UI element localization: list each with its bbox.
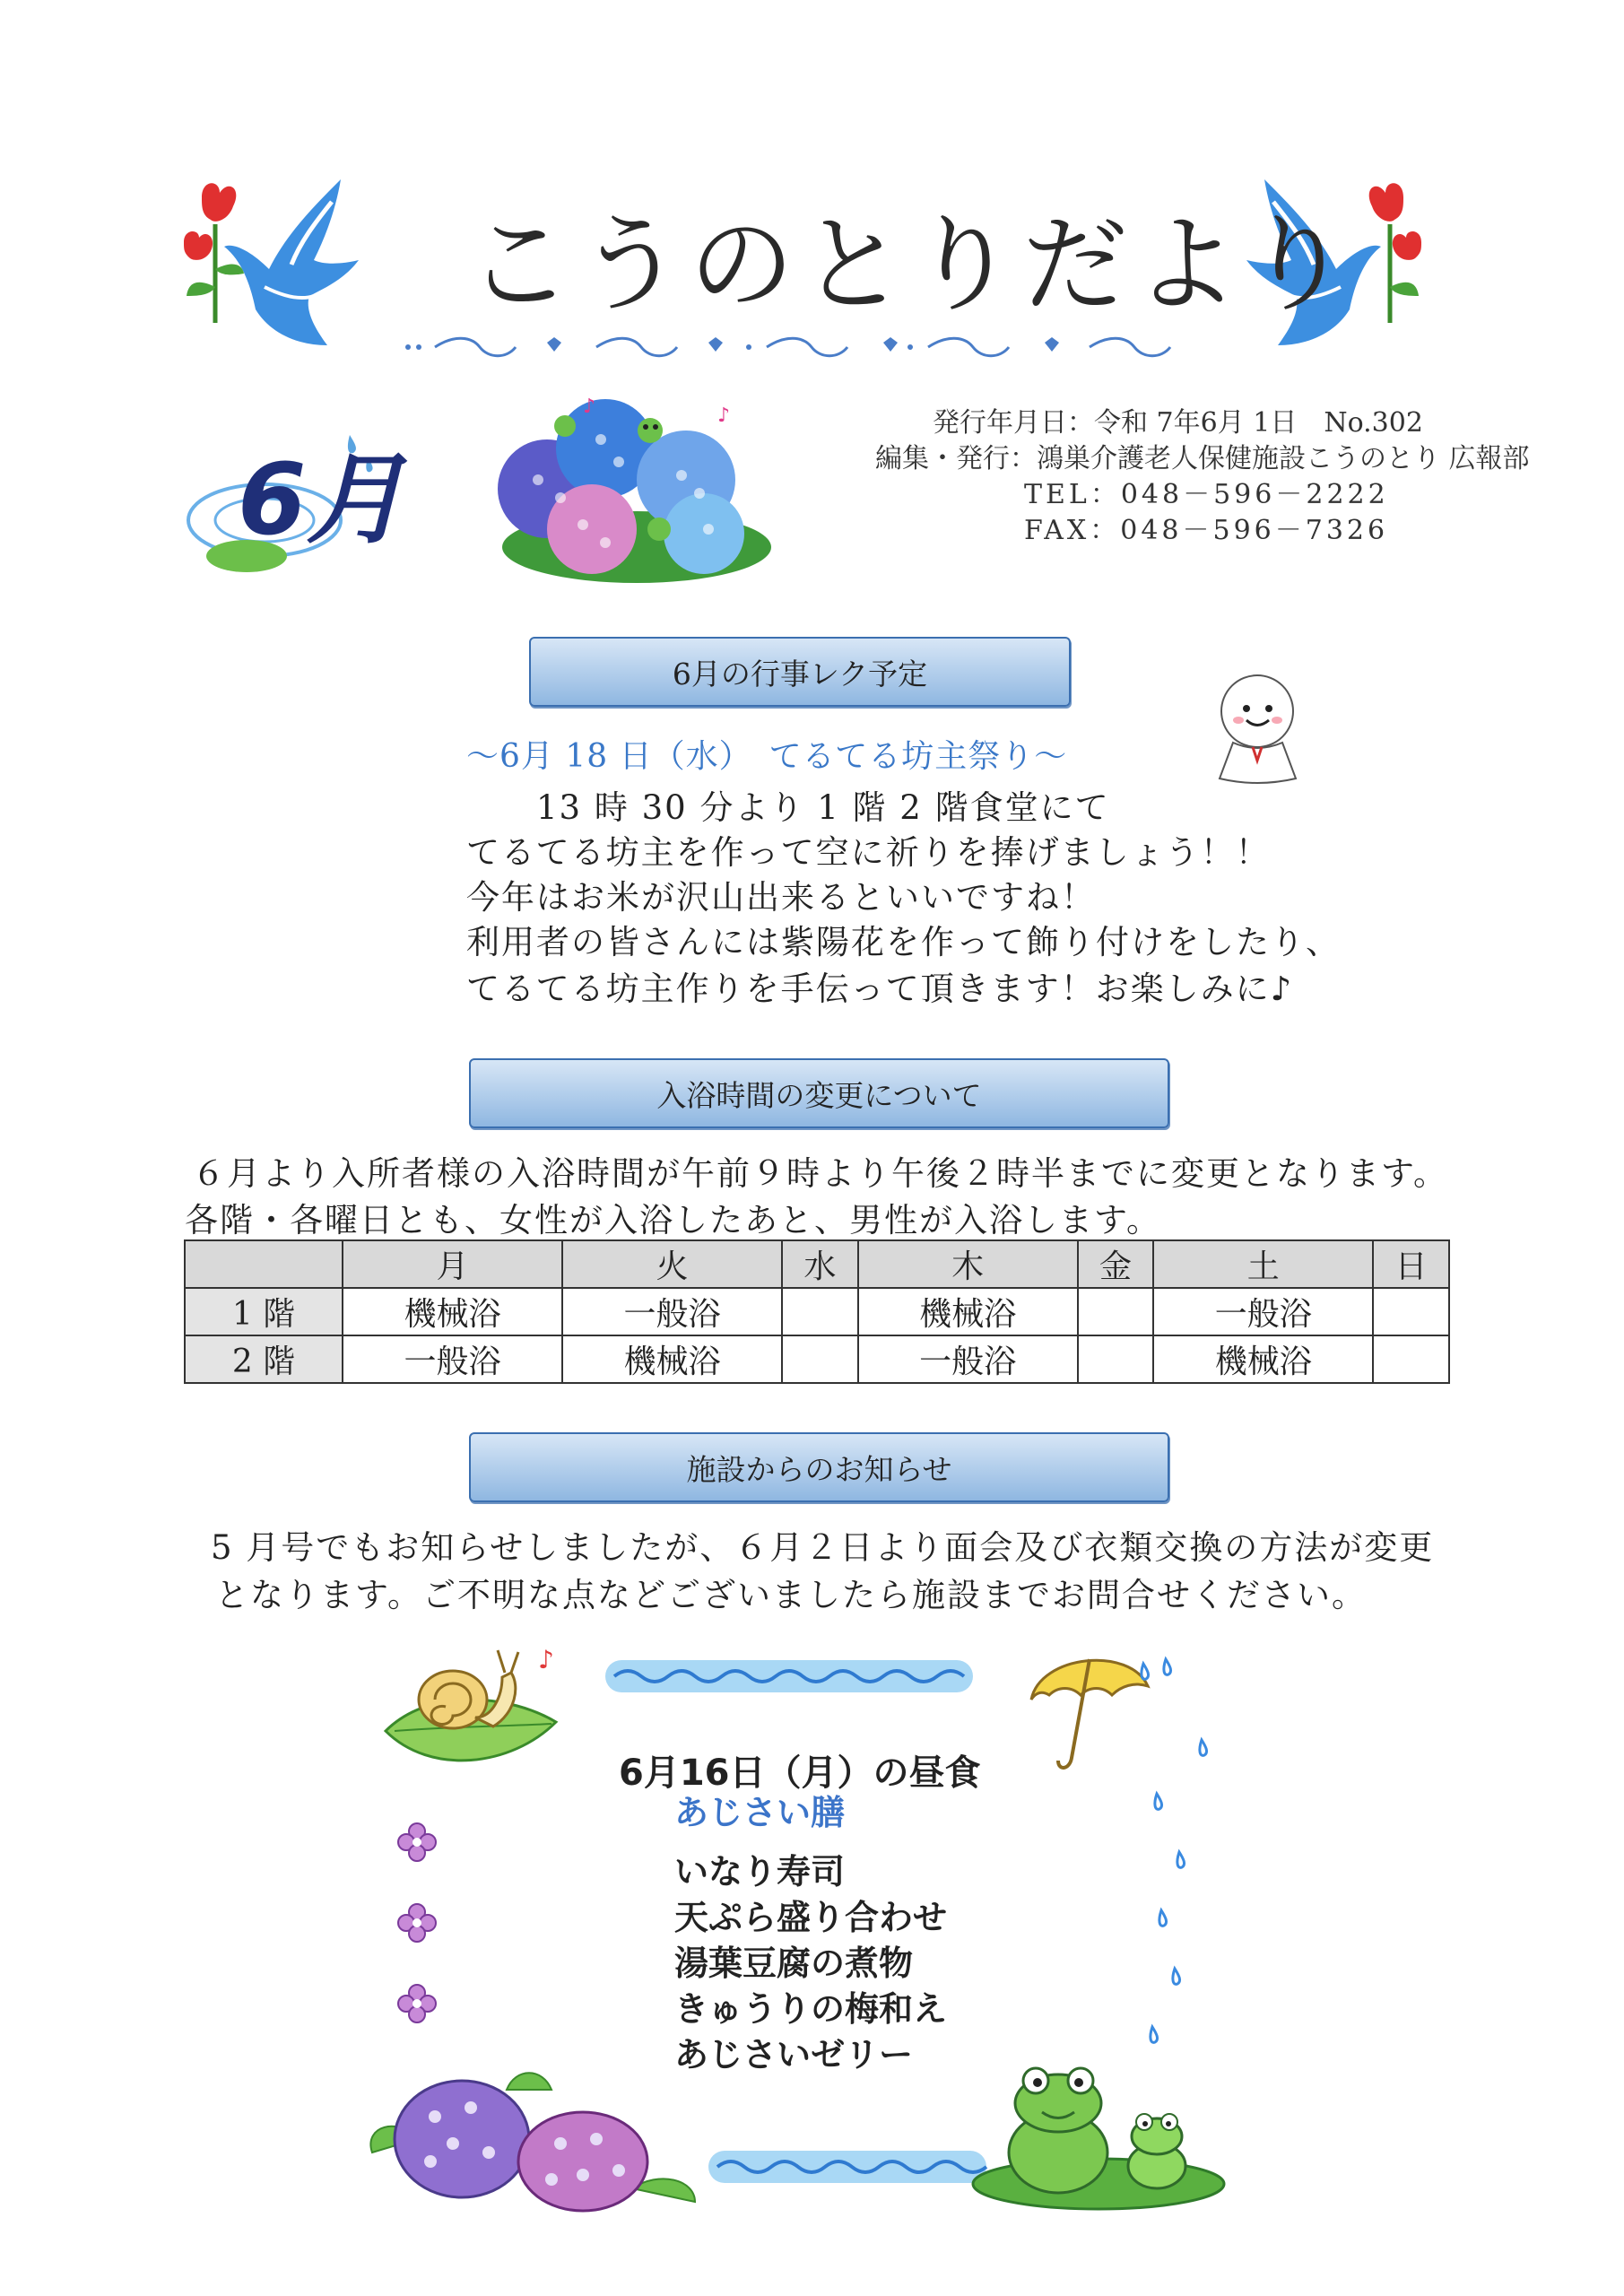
lunch-date: 6月16日（月）の昼食 bbox=[619, 1752, 981, 1794]
publisher: 編集・発行：鴻巣介護老人保健施設こうのとり 広報部 bbox=[875, 443, 1530, 474]
hydrangea-frogs-illustration bbox=[493, 395, 780, 587]
floor-label: 1 階 bbox=[185, 1288, 343, 1335]
table-cell: 機械浴 bbox=[1153, 1335, 1373, 1383]
table-cell: 一般浴 bbox=[562, 1288, 782, 1335]
teru-teru-bozu-icon bbox=[1206, 671, 1309, 787]
snail-leaf-icon bbox=[377, 1632, 574, 1776]
notice-line-1: 5 月号でもお知らせしましたが、６月２日より面会及び衣類交換の方法が変更 bbox=[211, 1528, 1435, 1567]
event-subtitle: ～6月 18 日（水） てるてる坊主祭り～ bbox=[466, 738, 1068, 775]
table-cell bbox=[1078, 1288, 1154, 1335]
table-cell bbox=[1373, 1288, 1449, 1335]
bath-heading: 入浴時間の変更について bbox=[469, 1058, 1169, 1128]
month-badge bbox=[184, 422, 405, 592]
bird-left-icon bbox=[179, 152, 386, 368]
raindrops-icon bbox=[1125, 1641, 1224, 2045]
table-header-row bbox=[185, 1240, 1449, 1288]
wave-top-icon bbox=[605, 1653, 973, 1698]
table-row bbox=[185, 1335, 1449, 1383]
table-cell bbox=[1078, 1335, 1154, 1383]
bath-line-1: ６月より入所者様の入浴時間が午前９時より午後２時半までに変更となります。 bbox=[192, 1154, 1449, 1193]
day-header: 水 bbox=[782, 1240, 858, 1288]
day-header: 月 bbox=[343, 1240, 562, 1288]
newsletter-title: こうのとりだより bbox=[466, 203, 1357, 326]
events-heading: 6月の行事レク予定 bbox=[529, 637, 1071, 707]
list-item: 湯葉豆腐の煮物 bbox=[674, 1944, 914, 1983]
event-line-1: 13 時 30 分より 1 階 2 階食堂にて bbox=[536, 788, 1110, 827]
table-cell: 機械浴 bbox=[562, 1335, 782, 1383]
table-cell bbox=[782, 1335, 858, 1383]
event-line-4: 利用者の皆さんには紫陽花を作って飾り付けをしたり、 bbox=[466, 923, 1341, 961]
notice-line-2: となります。ご不明な点などございましたら施設までお問合せください。 bbox=[215, 1576, 1368, 1614]
event-line-5: てるてる坊主作りを手伝って頂きます！お楽しみに♪ bbox=[466, 970, 1294, 1008]
wave-bottom-icon bbox=[708, 2144, 986, 2188]
day-header: 土 bbox=[1153, 1240, 1373, 1288]
flower-icons-column bbox=[390, 1821, 444, 2036]
svg-text:♪: ♪ bbox=[717, 404, 731, 427]
fax-number: FAX：048－596－7326 bbox=[1024, 515, 1389, 546]
bath-line-2: 各階・各曜日とも、女性が入浴したあと、男性が入浴します。 bbox=[185, 1201, 1162, 1239]
hydrangea-bottom-icon bbox=[363, 2054, 704, 2215]
day-header: 金 bbox=[1078, 1240, 1154, 1288]
list-item: 天ぷら盛り合わせ bbox=[674, 1898, 948, 1937]
tel-number: TEL：048－596－2222 bbox=[1024, 479, 1389, 510]
frogs-lilypad-icon bbox=[968, 2054, 1229, 2211]
lunch-name: あじさい膳 bbox=[674, 1793, 846, 1832]
ornament-divider bbox=[399, 334, 1188, 361]
notice-heading: 施設からのお知らせ bbox=[469, 1432, 1169, 1502]
table-cell: 一般浴 bbox=[858, 1335, 1078, 1383]
table-cell: 一般浴 bbox=[1153, 1288, 1373, 1335]
lunch-menu-list bbox=[674, 1849, 947, 2078]
event-line-3: 今年はお米が沢山出来るといいですね！ bbox=[466, 878, 1096, 917]
list-item: いなり寿司 bbox=[674, 1852, 846, 1892]
month-number: 6月 bbox=[238, 442, 405, 557]
list-item: あじさいゼリー bbox=[674, 2035, 914, 2074]
table-cell: 機械浴 bbox=[858, 1288, 1078, 1335]
table-cell: 機械浴 bbox=[343, 1288, 562, 1335]
table-cell bbox=[782, 1288, 858, 1335]
svg-text:♪: ♪ bbox=[538, 1645, 554, 1674]
table-row bbox=[185, 1288, 1449, 1335]
day-header: 火 bbox=[562, 1240, 782, 1288]
event-line-2: てるてる坊主を作って空に祈りを捧げましょう！！ bbox=[466, 833, 1271, 872]
table-cell: 一般浴 bbox=[343, 1335, 562, 1383]
issue-date: 発行年月日：令和 7年6月 1日 No.302 bbox=[933, 407, 1423, 439]
floor-label: 2 階 bbox=[185, 1335, 343, 1383]
list-item: きゅうりの梅和え bbox=[674, 1989, 948, 2029]
day-header: 日 bbox=[1373, 1240, 1449, 1288]
bath-schedule-table bbox=[184, 1239, 1450, 1384]
svg-text:♪: ♪ bbox=[583, 396, 596, 418]
table-corner-cell bbox=[185, 1240, 343, 1288]
day-header: 木 bbox=[858, 1240, 1078, 1288]
table-cell bbox=[1373, 1335, 1449, 1383]
